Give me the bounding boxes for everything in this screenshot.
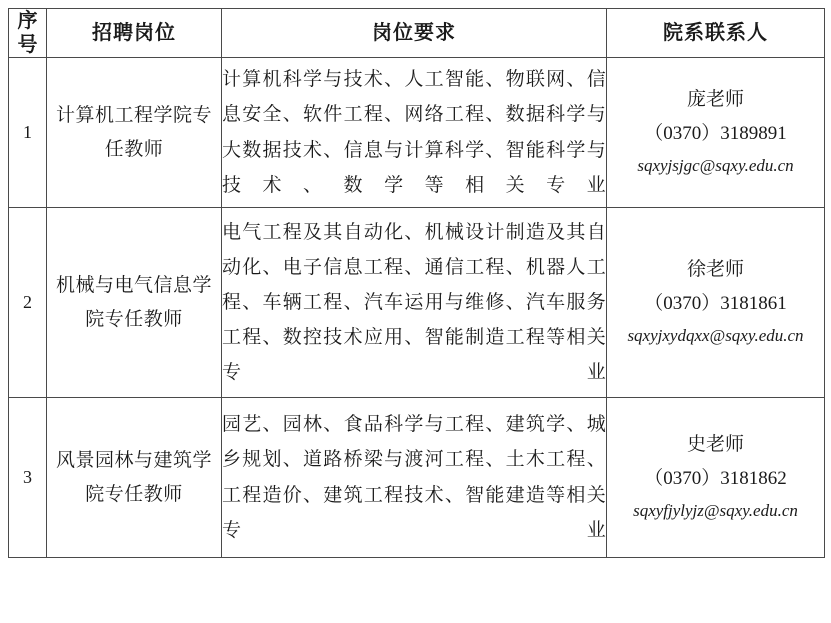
row-post: 计算机工程学院专任教师 <box>47 58 222 208</box>
contact-email: sqxyfjylyjz@sqxy.edu.cn <box>633 501 798 521</box>
row-requirement: 电气工程及其自动化、机械设计制造及其自动化、电子信息工程、通信工程、机器人工程、车辆工程、汽车运用与维修、汽车服务工程、数控技术应用、智能制造工程等相关专业 <box>222 208 607 398</box>
row-number: 1 <box>9 58 47 208</box>
row-requirement: 计算机科学与技术、人工智能、物联网、信息安全、软件工程、网络工程、数据科学与大数据技术、信息与计算科学、智能科学与技术、数学等相关专业 <box>222 58 607 208</box>
row-contact <box>607 398 825 558</box>
contact-name: 史老师 <box>686 434 744 456</box>
column-header-post: 招聘岗位 <box>47 9 222 58</box>
document-page <box>0 8 831 623</box>
row-post: 风景园林与建筑学院专任教师 <box>47 398 222 558</box>
contact-name: 庞老师 <box>686 89 744 111</box>
row-number: 3 <box>9 398 47 558</box>
column-header-contact: 院系联系人 <box>607 9 825 58</box>
table-row <box>9 208 825 398</box>
column-header-no-line1: 序 <box>17 10 38 32</box>
table-header-row <box>9 9 825 58</box>
row-contact <box>607 58 825 208</box>
row-post: 机械与电气信息学院专任教师 <box>47 208 222 398</box>
contact-email: sqxyjxydqxx@sqxy.edu.cn <box>627 326 804 346</box>
contact-email: sqxyjsjgc@sqxy.edu.cn <box>637 156 794 176</box>
row-number: 2 <box>9 208 47 398</box>
contact-phone: （0370）3189891 <box>644 123 787 145</box>
contact-phone: （0370）3181862 <box>644 468 787 490</box>
column-header-no-line2: 号 <box>17 34 38 56</box>
row-contact <box>607 208 825 398</box>
row-requirement: 园艺、园林、食品科学与工程、建筑学、城乡规划、道路桥梁与渡河工程、土木工程、工程造价、建筑工程技术、智能建造等相关专业 <box>222 398 607 558</box>
table-row <box>9 398 825 558</box>
table-row <box>9 58 825 208</box>
contact-name: 徐老师 <box>686 259 744 281</box>
contact-phone: （0370）3181861 <box>644 293 787 315</box>
recruitment-table <box>8 8 825 558</box>
column-header-requirement: 岗位要求 <box>222 9 607 58</box>
column-header-no <box>9 9 47 58</box>
